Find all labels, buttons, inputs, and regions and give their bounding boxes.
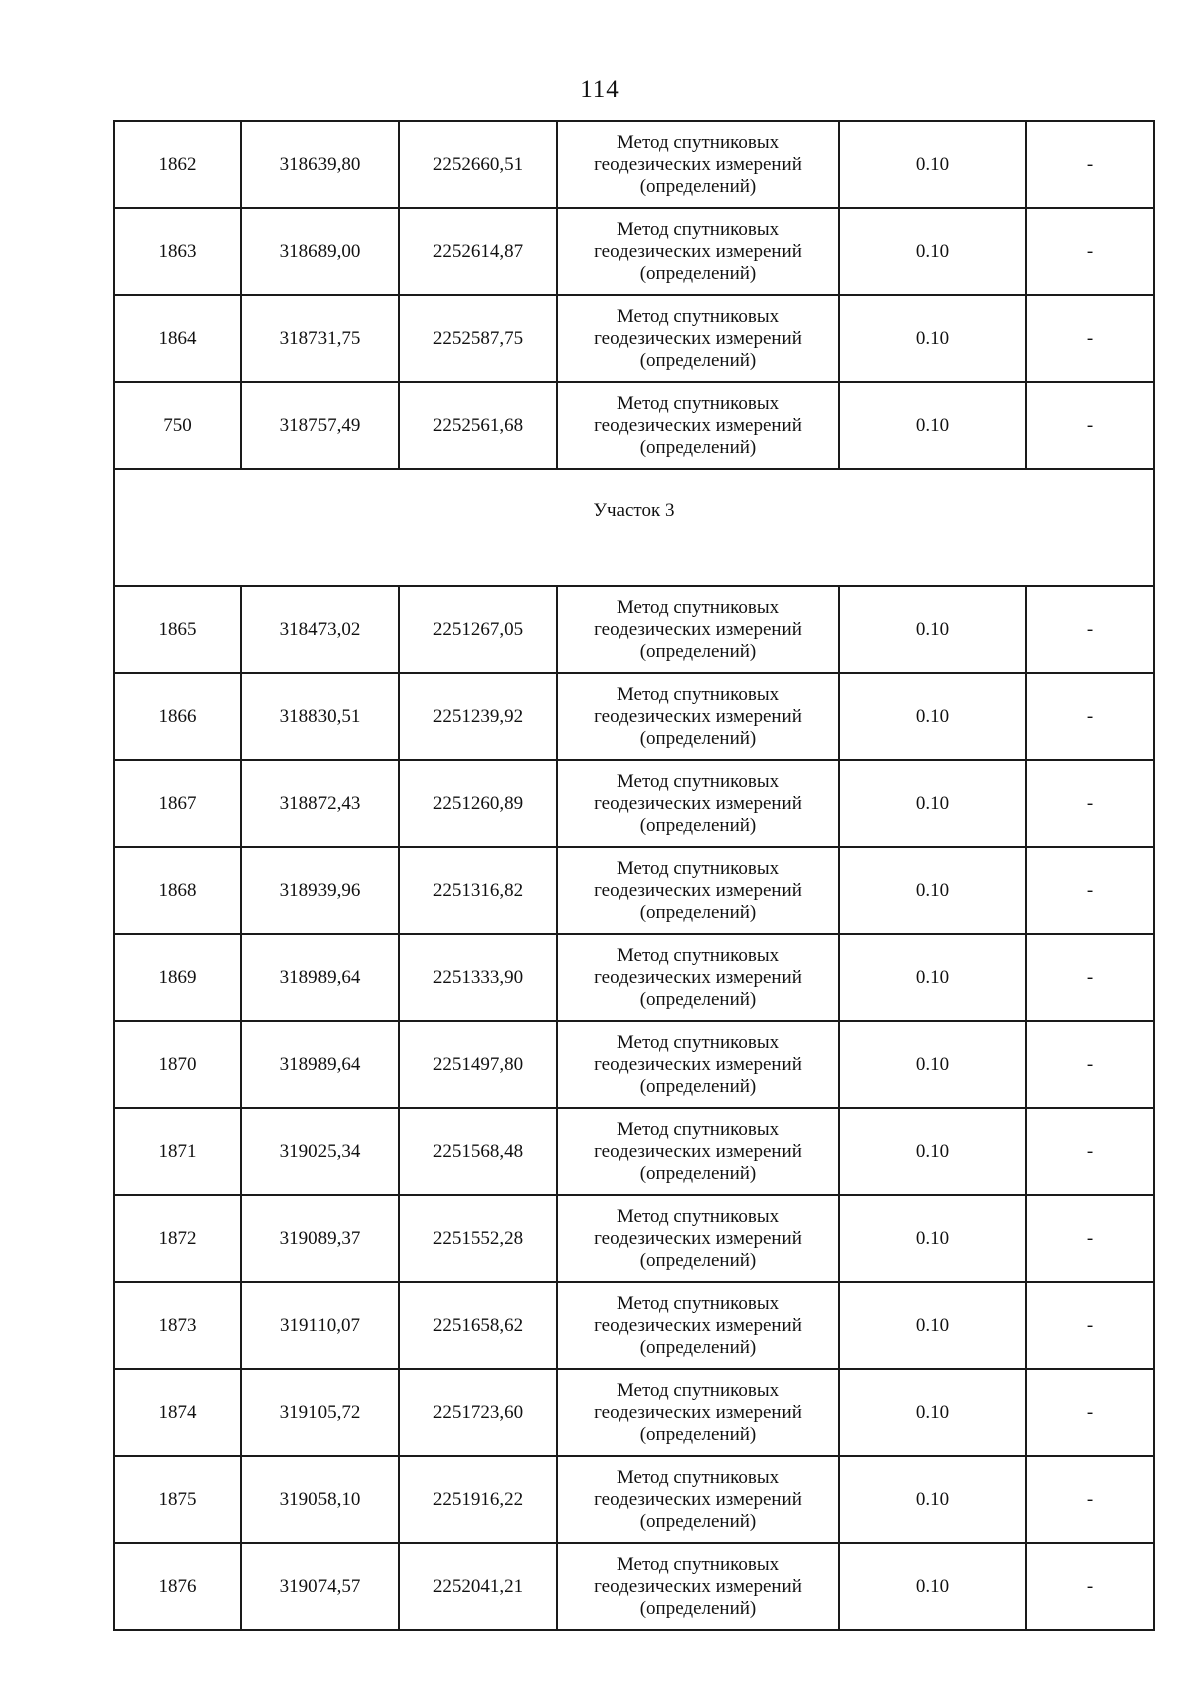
coord-x: 318989,64 bbox=[241, 1021, 399, 1108]
method: Метод спутниковых геодезических измерений (определений) bbox=[557, 1021, 839, 1108]
coord-x: 318830,51 bbox=[241, 673, 399, 760]
method: Метод спутниковых геодезических измерений (определений) bbox=[557, 382, 839, 469]
coord-x: 319110,07 bbox=[241, 1282, 399, 1369]
coord-y: 2252041,21 bbox=[399, 1543, 557, 1630]
accuracy: 0.10 bbox=[839, 121, 1026, 208]
coord-x: 319105,72 bbox=[241, 1369, 399, 1456]
accuracy: 0.10 bbox=[839, 1456, 1026, 1543]
point-number: 750 bbox=[114, 382, 241, 469]
point-number: 1870 bbox=[114, 1021, 241, 1108]
description: - bbox=[1026, 208, 1154, 295]
coord-x: 319074,57 bbox=[241, 1543, 399, 1630]
description: - bbox=[1026, 121, 1154, 208]
section-title: Участок 3 bbox=[114, 469, 1154, 586]
table-row bbox=[114, 934, 1154, 1021]
method: Метод спутниковых геодезических измерений (определений) bbox=[557, 760, 839, 847]
coord-x: 318689,00 bbox=[241, 208, 399, 295]
description: - bbox=[1026, 586, 1154, 673]
accuracy: 0.10 bbox=[839, 847, 1026, 934]
table-row bbox=[114, 1108, 1154, 1195]
point-number: 1869 bbox=[114, 934, 241, 1021]
coord-y: 2252587,75 bbox=[399, 295, 557, 382]
method: Метод спутниковых геодезических измерений (определений) bbox=[557, 1456, 839, 1543]
coord-x: 318989,64 bbox=[241, 934, 399, 1021]
accuracy: 0.10 bbox=[839, 1369, 1026, 1456]
accuracy: 0.10 bbox=[839, 1021, 1026, 1108]
point-number: 1863 bbox=[114, 208, 241, 295]
description: - bbox=[1026, 847, 1154, 934]
point-number: 1876 bbox=[114, 1543, 241, 1630]
point-number: 1872 bbox=[114, 1195, 241, 1282]
description: - bbox=[1026, 295, 1154, 382]
coord-x: 318639,80 bbox=[241, 121, 399, 208]
coordinates-table bbox=[113, 120, 1155, 1631]
point-number: 1862 bbox=[114, 121, 241, 208]
description: - bbox=[1026, 1369, 1154, 1456]
coord-y: 2252561,68 bbox=[399, 382, 557, 469]
method: Метод спутниковых геодезических измерений (определений) bbox=[557, 1108, 839, 1195]
point-number: 1864 bbox=[114, 295, 241, 382]
method: Метод спутниковых геодезических измерений (определений) bbox=[557, 673, 839, 760]
table-row bbox=[114, 760, 1154, 847]
point-number: 1874 bbox=[114, 1369, 241, 1456]
accuracy: 0.10 bbox=[839, 382, 1026, 469]
point-number: 1873 bbox=[114, 1282, 241, 1369]
point-number: 1865 bbox=[114, 586, 241, 673]
method: Метод спутниковых геодезических измерений (определений) bbox=[557, 934, 839, 1021]
table-row bbox=[114, 586, 1154, 673]
point-number: 1867 bbox=[114, 760, 241, 847]
description: - bbox=[1026, 1195, 1154, 1282]
point-number: 1875 bbox=[114, 1456, 241, 1543]
table-row bbox=[114, 1369, 1154, 1456]
coord-y: 2252660,51 bbox=[399, 121, 557, 208]
coord-y: 2251552,28 bbox=[399, 1195, 557, 1282]
description: - bbox=[1026, 673, 1154, 760]
table-row bbox=[114, 673, 1154, 760]
coord-x: 319058,10 bbox=[241, 1456, 399, 1543]
coord-x: 318872,43 bbox=[241, 760, 399, 847]
page-number: 114 bbox=[580, 76, 620, 103]
accuracy: 0.10 bbox=[839, 1543, 1026, 1630]
coord-y: 2251260,89 bbox=[399, 760, 557, 847]
table-row bbox=[114, 1021, 1154, 1108]
table-row bbox=[114, 1195, 1154, 1282]
table-row bbox=[114, 208, 1154, 295]
method: Метод спутниковых геодезических измерений (определений) bbox=[557, 847, 839, 934]
description: - bbox=[1026, 382, 1154, 469]
table-row bbox=[114, 1282, 1154, 1369]
section-row bbox=[114, 469, 1154, 586]
accuracy: 0.10 bbox=[839, 295, 1026, 382]
accuracy: 0.10 bbox=[839, 1195, 1026, 1282]
point-number: 1866 bbox=[114, 673, 241, 760]
coord-y: 2251658,62 bbox=[399, 1282, 557, 1369]
description: - bbox=[1026, 1021, 1154, 1108]
description: - bbox=[1026, 1456, 1154, 1543]
table-row bbox=[114, 295, 1154, 382]
coord-y: 2251568,48 bbox=[399, 1108, 557, 1195]
accuracy: 0.10 bbox=[839, 208, 1026, 295]
description: - bbox=[1026, 760, 1154, 847]
method: Метод спутниковых геодезических измерений (определений) bbox=[557, 295, 839, 382]
method: Метод спутниковых геодезических измерений (определений) bbox=[557, 1543, 839, 1630]
point-number: 1871 bbox=[114, 1108, 241, 1195]
coord-y: 2252614,87 bbox=[399, 208, 557, 295]
accuracy: 0.10 bbox=[839, 1108, 1026, 1195]
coord-y: 2251723,60 bbox=[399, 1369, 557, 1456]
accuracy: 0.10 bbox=[839, 760, 1026, 847]
coord-y: 2251497,80 bbox=[399, 1021, 557, 1108]
accuracy: 0.10 bbox=[839, 586, 1026, 673]
table-row bbox=[114, 1456, 1154, 1543]
description: - bbox=[1026, 1282, 1154, 1369]
table-row bbox=[114, 1543, 1154, 1630]
accuracy: 0.10 bbox=[839, 673, 1026, 760]
coord-y: 2251239,92 bbox=[399, 673, 557, 760]
coord-x: 318939,96 bbox=[241, 847, 399, 934]
table-row bbox=[114, 382, 1154, 469]
coord-x: 318757,49 bbox=[241, 382, 399, 469]
method: Метод спутниковых геодезических измерений (определений) bbox=[557, 208, 839, 295]
table-row bbox=[114, 121, 1154, 208]
point-number: 1868 bbox=[114, 847, 241, 934]
coord-x: 318473,02 bbox=[241, 586, 399, 673]
table-row bbox=[114, 847, 1154, 934]
method: Метод спутниковых геодезических измерений (определений) bbox=[557, 1195, 839, 1282]
method: Метод спутниковых геодезических измерений (определений) bbox=[557, 1369, 839, 1456]
description: - bbox=[1026, 1543, 1154, 1630]
coord-x: 319089,37 bbox=[241, 1195, 399, 1282]
coord-y: 2251333,90 bbox=[399, 934, 557, 1021]
method: Метод спутниковых геодезических измерений (определений) bbox=[557, 586, 839, 673]
coord-y: 2251267,05 bbox=[399, 586, 557, 673]
coord-y: 2251316,82 bbox=[399, 847, 557, 934]
accuracy: 0.10 bbox=[839, 1282, 1026, 1369]
coord-x: 319025,34 bbox=[241, 1108, 399, 1195]
method: Метод спутниковых геодезических измерений (определений) bbox=[557, 1282, 839, 1369]
description: - bbox=[1026, 934, 1154, 1021]
accuracy: 0.10 bbox=[839, 934, 1026, 1021]
coord-y: 2251916,22 bbox=[399, 1456, 557, 1543]
method: Метод спутниковых геодезических измерений (определений) bbox=[557, 121, 839, 208]
description: - bbox=[1026, 1108, 1154, 1195]
coord-x: 318731,75 bbox=[241, 295, 399, 382]
